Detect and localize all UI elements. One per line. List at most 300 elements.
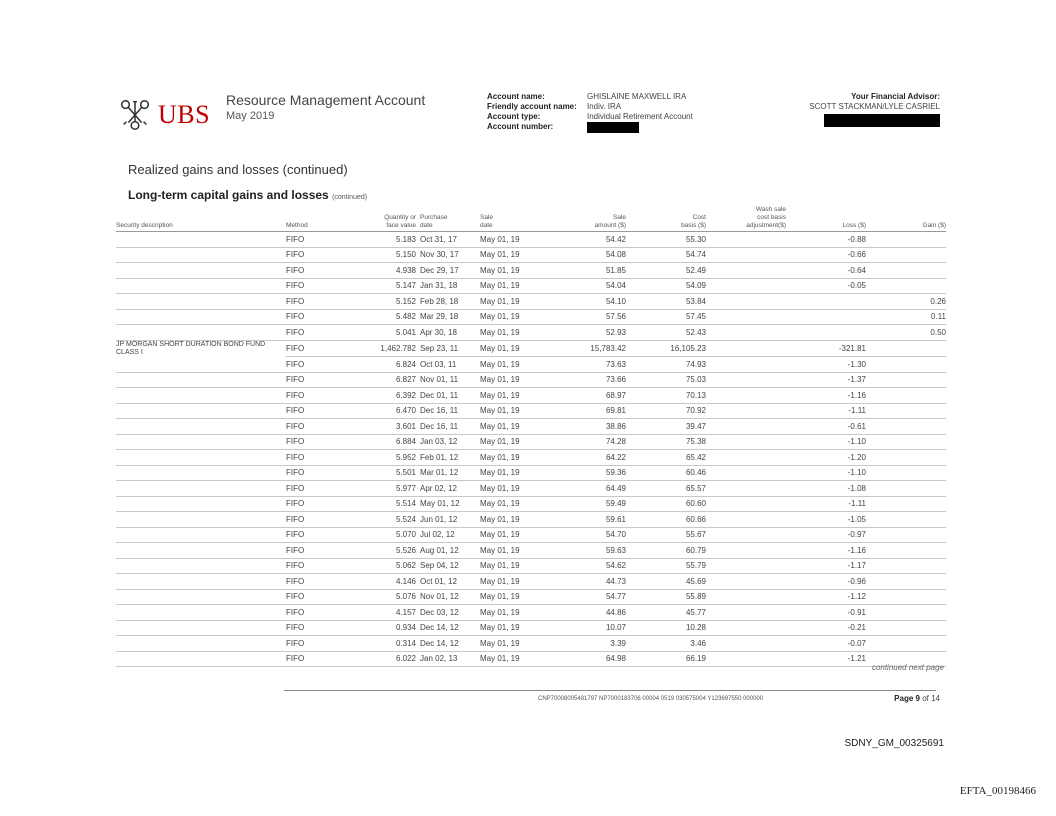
cell-qty: 5.062 <box>346 558 416 574</box>
cell-sale-amt: 54.10 <box>546 294 626 310</box>
cell-wash <box>706 340 786 357</box>
cell-cost: 3.46 <box>626 636 706 652</box>
cell-cost: 75.38 <box>626 434 706 450</box>
cell-qty: 6.470 <box>346 403 416 419</box>
account-name-label: Account name: <box>487 92 545 101</box>
cell-purchase: Apr 30, 18 <box>416 325 476 341</box>
cell-purchase: Dec 03, 12 <box>416 605 476 621</box>
cell-method: FIFO <box>286 465 346 481</box>
table-row <box>116 543 946 559</box>
cell-security <box>116 605 286 621</box>
table-row <box>116 450 946 466</box>
cell-purchase: Jan 02, 13 <box>416 651 476 667</box>
cell-sale-amt: 52.93 <box>546 325 626 341</box>
cell-cost: 55.30 <box>626 232 706 248</box>
cell-gain <box>866 620 946 636</box>
cell-cost: 70.13 <box>626 388 706 404</box>
cell-security <box>116 263 286 279</box>
cell-loss <box>786 294 866 310</box>
cell-purchase: Jan 31, 18 <box>416 278 476 294</box>
cell-sale-date: May 01, 19 <box>476 388 546 404</box>
cell-gain <box>866 278 946 294</box>
header-gain: Gain ($) <box>866 206 946 232</box>
cell-cost: 16,105.23 <box>626 340 706 357</box>
table-row <box>116 357 946 373</box>
cell-security <box>116 419 286 435</box>
cell-purchase: Mar 29, 18 <box>416 309 476 325</box>
cell-sale-amt: 59.61 <box>546 512 626 528</box>
cell-cost: 54.09 <box>626 278 706 294</box>
cell-sale-date: May 01, 19 <box>476 309 546 325</box>
footer-divider <box>284 690 936 691</box>
continued-next-page: continued next page <box>871 663 944 672</box>
cell-gain <box>866 232 946 248</box>
cell-security <box>116 294 286 310</box>
cell-sale-date: May 01, 19 <box>476 636 546 652</box>
cell-security <box>116 651 286 667</box>
cell-qty: 6.022 <box>346 651 416 667</box>
cell-sale-amt: 64.49 <box>546 481 626 497</box>
cell-method: FIFO <box>286 481 346 497</box>
cell-loss: -0.05 <box>786 278 866 294</box>
table-row <box>116 419 946 435</box>
cell-sale-date: May 01, 19 <box>476 589 546 605</box>
cell-wash <box>706 450 786 466</box>
cell-sale-amt: 54.42 <box>546 232 626 248</box>
table-row <box>116 278 946 294</box>
cell-sale-amt: 74.28 <box>546 434 626 450</box>
cell-security <box>116 620 286 636</box>
cell-purchase: May 01, 12 <box>416 496 476 512</box>
cell-method: FIFO <box>286 512 346 528</box>
table-row <box>116 309 946 325</box>
cell-sale-amt: 10.07 <box>546 620 626 636</box>
cell-gain <box>866 574 946 590</box>
cell-wash <box>706 558 786 574</box>
cell-gain <box>866 419 946 435</box>
cell-loss: -1.16 <box>786 388 866 404</box>
cell-loss: -0.96 <box>786 574 866 590</box>
table-row <box>116 340 946 357</box>
cell-gain <box>866 512 946 528</box>
cell-sale-amt: 54.77 <box>546 589 626 605</box>
cell-sale-date: May 01, 19 <box>476 325 546 341</box>
cell-sale-date: May 01, 19 <box>476 558 546 574</box>
gains-losses-table <box>116 206 946 667</box>
cell-sale-amt: 44.86 <box>546 605 626 621</box>
cell-sale-date: May 01, 19 <box>476 481 546 497</box>
cell-method: FIFO <box>286 263 346 279</box>
table-row <box>116 651 946 667</box>
section-title: Realized gains and losses (continued) <box>128 162 348 177</box>
cell-sale-amt: 51.85 <box>546 263 626 279</box>
subsection-continued: (continued) <box>332 194 368 201</box>
cell-security <box>116 403 286 419</box>
cell-purchase: Aug 01, 12 <box>416 543 476 559</box>
cell-security <box>116 247 286 263</box>
cell-wash <box>706 605 786 621</box>
cell-method: FIFO <box>286 636 346 652</box>
cell-loss: -321.81 <box>786 340 866 357</box>
cell-cost: 55.67 <box>626 527 706 543</box>
cell-security <box>116 558 286 574</box>
cell-cost: 55.89 <box>626 589 706 605</box>
cell-purchase: Dec 16, 11 <box>416 403 476 419</box>
cell-cost: 54.74 <box>626 247 706 263</box>
advisor-redaction <box>824 114 940 127</box>
cell-security <box>116 527 286 543</box>
cell-sale-amt: 57.56 <box>546 309 626 325</box>
cell-method: FIFO <box>286 340 346 357</box>
cell-method: FIFO <box>286 434 346 450</box>
cell-cost: 66.19 <box>626 651 706 667</box>
cell-sale-amt: 73.63 <box>546 357 626 373</box>
statement-date: May 2019 <box>226 110 275 122</box>
cell-method: FIFO <box>286 325 346 341</box>
header-sale-date: Sale date <box>476 206 546 232</box>
cell-method: FIFO <box>286 294 346 310</box>
cell-sale-date: May 01, 19 <box>476 574 546 590</box>
ubs-logo <box>116 96 210 134</box>
cell-sale-amt: 59.36 <box>546 465 626 481</box>
cell-gain <box>866 636 946 652</box>
cell-purchase: Sep 23, 11 <box>416 340 476 357</box>
cell-wash <box>706 512 786 528</box>
cell-gain <box>866 496 946 512</box>
header-security: Security description <box>116 206 286 232</box>
cell-purchase: Nov 01, 11 <box>416 372 476 388</box>
cell-qty: 6.824 <box>346 357 416 373</box>
cell-cost: 60.60 <box>626 496 706 512</box>
cell-method: FIFO <box>286 357 346 373</box>
cell-sale-date: May 01, 19 <box>476 651 546 667</box>
cell-purchase: Dec 01, 11 <box>416 388 476 404</box>
table-row <box>116 558 946 574</box>
cell-sale-date: May 01, 19 <box>476 357 546 373</box>
account-number-label: Account number: <box>487 122 554 131</box>
cell-method: FIFO <box>286 419 346 435</box>
header-purchase-date: Purchase date <box>416 206 476 232</box>
cell-security <box>116 357 286 373</box>
cell-wash <box>706 651 786 667</box>
cell-qty: 5.070 <box>346 527 416 543</box>
cell-qty: 0.314 <box>346 636 416 652</box>
cell-gain <box>866 403 946 419</box>
cell-security <box>116 574 286 590</box>
cell-method: FIFO <box>286 589 346 605</box>
cell-gain: 0.26 <box>866 294 946 310</box>
header-cost-basis: Cost basis ($) <box>626 206 706 232</box>
table-row <box>116 605 946 621</box>
cell-loss: -1.11 <box>786 403 866 419</box>
cell-purchase: Feb 28, 18 <box>416 294 476 310</box>
cell-method: FIFO <box>286 232 346 248</box>
cell-qty: 5.524 <box>346 512 416 528</box>
table-row <box>116 403 946 419</box>
cell-loss: -0.61 <box>786 419 866 435</box>
cell-wash <box>706 232 786 248</box>
cell-loss: -0.07 <box>786 636 866 652</box>
table-row <box>116 620 946 636</box>
cell-loss: -1.12 <box>786 589 866 605</box>
cell-cost: 57.45 <box>626 309 706 325</box>
cell-security <box>116 434 286 450</box>
cell-method: FIFO <box>286 558 346 574</box>
advisor-info <box>809 92 940 130</box>
cell-cost: 52.49 <box>626 263 706 279</box>
cell-wash <box>706 263 786 279</box>
cell-method: FIFO <box>286 247 346 263</box>
cell-purchase: Oct 31, 17 <box>416 232 476 248</box>
cell-method: FIFO <box>286 496 346 512</box>
cell-loss <box>786 309 866 325</box>
cell-wash <box>706 543 786 559</box>
cell-security: JP MORGAN SHORT DURATION BOND FUND CLASS I <box>116 340 286 357</box>
cell-gain <box>866 388 946 404</box>
cell-sale-amt: 73.66 <box>546 372 626 388</box>
cell-method: FIFO <box>286 450 346 466</box>
cell-sale-amt: 54.08 <box>546 247 626 263</box>
cell-sale-date: May 01, 19 <box>476 294 546 310</box>
cell-method: FIFO <box>286 278 346 294</box>
cell-wash <box>706 278 786 294</box>
cell-security <box>116 309 286 325</box>
cell-gain: 0.50 <box>866 325 946 341</box>
account-type-value: Individual Retirement Account <box>587 112 693 121</box>
cell-sale-amt: 64.98 <box>546 651 626 667</box>
cell-qty: 5.041 <box>346 325 416 341</box>
table-row <box>116 589 946 605</box>
cell-purchase: Oct 01, 12 <box>416 574 476 590</box>
bates-number: SDNY_GM_00325691 <box>844 738 944 749</box>
cell-gain <box>866 263 946 279</box>
cell-loss: -0.88 <box>786 232 866 248</box>
cell-sale-amt: 54.62 <box>546 558 626 574</box>
cell-method: FIFO <box>286 651 346 667</box>
cell-security <box>116 372 286 388</box>
ubs-keys-icon <box>116 96 154 134</box>
cell-purchase: Feb 01, 12 <box>416 450 476 466</box>
cell-purchase: Sep 04, 12 <box>416 558 476 574</box>
cell-wash <box>706 574 786 590</box>
cell-loss: -0.66 <box>786 247 866 263</box>
cell-loss: -1.11 <box>786 496 866 512</box>
cell-security <box>116 325 286 341</box>
cell-purchase: Dec 29, 17 <box>416 263 476 279</box>
header-wash-sale: Wash sale cost basis adjustment($) <box>706 206 786 232</box>
cell-sale-date: May 01, 19 <box>476 263 546 279</box>
cell-sale-amt: 15,783.42 <box>546 340 626 357</box>
cell-method: FIFO <box>286 403 346 419</box>
cell-purchase: Dec 16, 11 <box>416 419 476 435</box>
cell-wash <box>706 247 786 263</box>
cell-cost: 65.57 <box>626 481 706 497</box>
cell-sale-date: May 01, 19 <box>476 340 546 357</box>
subsection-title <box>128 188 367 202</box>
cell-qty: 6.827 <box>346 372 416 388</box>
table-row <box>116 247 946 263</box>
cell-security <box>116 450 286 466</box>
table-row <box>116 481 946 497</box>
header-quantity: Quantity or face value <box>346 206 416 232</box>
cell-wash <box>706 357 786 373</box>
table-header-row <box>116 206 946 232</box>
cell-wash <box>706 434 786 450</box>
cell-gain <box>866 543 946 559</box>
header-sale-amount: Sale amount ($) <box>546 206 626 232</box>
cell-wash <box>706 620 786 636</box>
cell-cost: 60.66 <box>626 512 706 528</box>
header-loss: Loss ($) <box>786 206 866 232</box>
cell-qty: 4.146 <box>346 574 416 590</box>
cell-cost: 60.79 <box>626 543 706 559</box>
cell-cost: 74.93 <box>626 357 706 373</box>
cell-cost: 45.69 <box>626 574 706 590</box>
page-number: Page 9 of 14 <box>894 694 940 703</box>
cell-qty: 5.514 <box>346 496 416 512</box>
cell-gain <box>866 450 946 466</box>
cell-purchase: Nov 30, 17 <box>416 247 476 263</box>
table-row <box>116 636 946 652</box>
cell-method: FIFO <box>286 574 346 590</box>
cell-purchase: Oct 03, 11 <box>416 357 476 373</box>
cell-wash <box>706 465 786 481</box>
cell-loss: -0.97 <box>786 527 866 543</box>
cell-sale-date: May 01, 19 <box>476 232 546 248</box>
cell-qty: 4.157 <box>346 605 416 621</box>
table-row <box>116 434 946 450</box>
cell-gain <box>866 527 946 543</box>
cell-wash <box>706 589 786 605</box>
cell-method: FIFO <box>286 620 346 636</box>
cell-sale-date: May 01, 19 <box>476 403 546 419</box>
cell-qty: 5.501 <box>346 465 416 481</box>
cell-security <box>116 278 286 294</box>
cell-qty: 5.183 <box>346 232 416 248</box>
cell-wash <box>706 419 786 435</box>
cell-sale-date: May 01, 19 <box>476 434 546 450</box>
cell-cost: 65.42 <box>626 450 706 466</box>
cell-loss: -1.05 <box>786 512 866 528</box>
cell-cost: 70.92 <box>626 403 706 419</box>
cell-sale-date: May 01, 19 <box>476 512 546 528</box>
table-row <box>116 232 946 248</box>
cell-wash <box>706 496 786 512</box>
header-method: Method <box>286 206 346 232</box>
cell-sale-date: May 01, 19 <box>476 527 546 543</box>
cell-wash <box>706 636 786 652</box>
efta-number: EFTA_00198466 <box>959 785 1036 797</box>
cell-qty: 1,462.782 <box>346 340 416 357</box>
cell-qty: 5.150 <box>346 247 416 263</box>
cell-loss: -1.17 <box>786 558 866 574</box>
barcode-text: CNP70008005481797 NP7000183706 00004 0519 030575004 Y123697550 000000 <box>538 696 764 702</box>
cell-purchase: Dec 14, 12 <box>416 620 476 636</box>
cell-gain <box>866 434 946 450</box>
account-number-redaction <box>587 122 639 133</box>
table-row <box>116 388 946 404</box>
cell-gain <box>866 605 946 621</box>
cell-security <box>116 388 286 404</box>
cell-wash <box>706 403 786 419</box>
cell-sale-date: May 01, 19 <box>476 620 546 636</box>
cell-purchase: Dec 14, 12 <box>416 636 476 652</box>
cell-sale-amt: 69.81 <box>546 403 626 419</box>
cell-loss: -1.30 <box>786 357 866 373</box>
cell-security <box>116 589 286 605</box>
cell-sale-date: May 01, 19 <box>476 372 546 388</box>
account-name-value: GHISLAINE MAXWELL IRA <box>587 92 687 101</box>
cell-sale-date: May 01, 19 <box>476 278 546 294</box>
statement-title: Resource Management Account <box>226 92 426 108</box>
cell-wash <box>706 309 786 325</box>
cell-qty: 5.076 <box>346 589 416 605</box>
cell-qty: 5.152 <box>346 294 416 310</box>
cell-wash <box>706 481 786 497</box>
cell-cost: 52.43 <box>626 325 706 341</box>
cell-method: FIFO <box>286 543 346 559</box>
cell-gain <box>866 247 946 263</box>
cell-security <box>116 232 286 248</box>
cell-sale-amt: 54.70 <box>546 527 626 543</box>
cell-security <box>116 543 286 559</box>
cell-qty: 0.934 <box>346 620 416 636</box>
account-type-label: Account type: <box>487 112 541 121</box>
friendly-name-label: Friendly account name: <box>487 102 577 111</box>
advisor-names: SCOTT STACKMAN/LYLE CASRIEL <box>809 102 940 111</box>
table-row <box>116 372 946 388</box>
cell-purchase: Jul 02, 12 <box>416 527 476 543</box>
cell-gain <box>866 481 946 497</box>
subsection-title-text: Long-term capital gains and losses <box>128 188 329 202</box>
cell-method: FIFO <box>286 309 346 325</box>
cell-gain <box>866 465 946 481</box>
cell-security <box>116 481 286 497</box>
cell-qty: 5.526 <box>346 543 416 559</box>
cell-sale-date: May 01, 19 <box>476 605 546 621</box>
table-row <box>116 465 946 481</box>
cell-loss: -0.21 <box>786 620 866 636</box>
cell-loss: -1.21 <box>786 651 866 667</box>
cell-loss: -1.37 <box>786 372 866 388</box>
cell-sale-amt: 59.63 <box>546 543 626 559</box>
friendly-name-value: Indiv. IRA <box>587 102 622 111</box>
table-row <box>116 527 946 543</box>
cell-sale-date: May 01, 19 <box>476 496 546 512</box>
cell-sale-amt: 64.22 <box>546 450 626 466</box>
logo-text: UBS <box>158 100 211 129</box>
cell-sale-date: May 01, 19 <box>476 450 546 466</box>
cell-security <box>116 465 286 481</box>
cell-loss: -1.08 <box>786 481 866 497</box>
cell-sale-date: May 01, 19 <box>476 543 546 559</box>
cell-cost: 10.28 <box>626 620 706 636</box>
cell-sale-amt: 59.49 <box>546 496 626 512</box>
cell-purchase: Mar 01, 12 <box>416 465 476 481</box>
cell-cost: 53.84 <box>626 294 706 310</box>
table-row <box>116 325 946 341</box>
cell-sale-amt: 38.86 <box>546 419 626 435</box>
cell-loss: -0.64 <box>786 263 866 279</box>
cell-gain <box>866 357 946 373</box>
cell-loss: -1.20 <box>786 450 866 466</box>
cell-method: FIFO <box>286 388 346 404</box>
cell-security <box>116 636 286 652</box>
cell-gain <box>866 589 946 605</box>
cell-sale-amt: 54.04 <box>546 278 626 294</box>
cell-sale-date: May 01, 19 <box>476 465 546 481</box>
cell-cost: 45.77 <box>626 605 706 621</box>
